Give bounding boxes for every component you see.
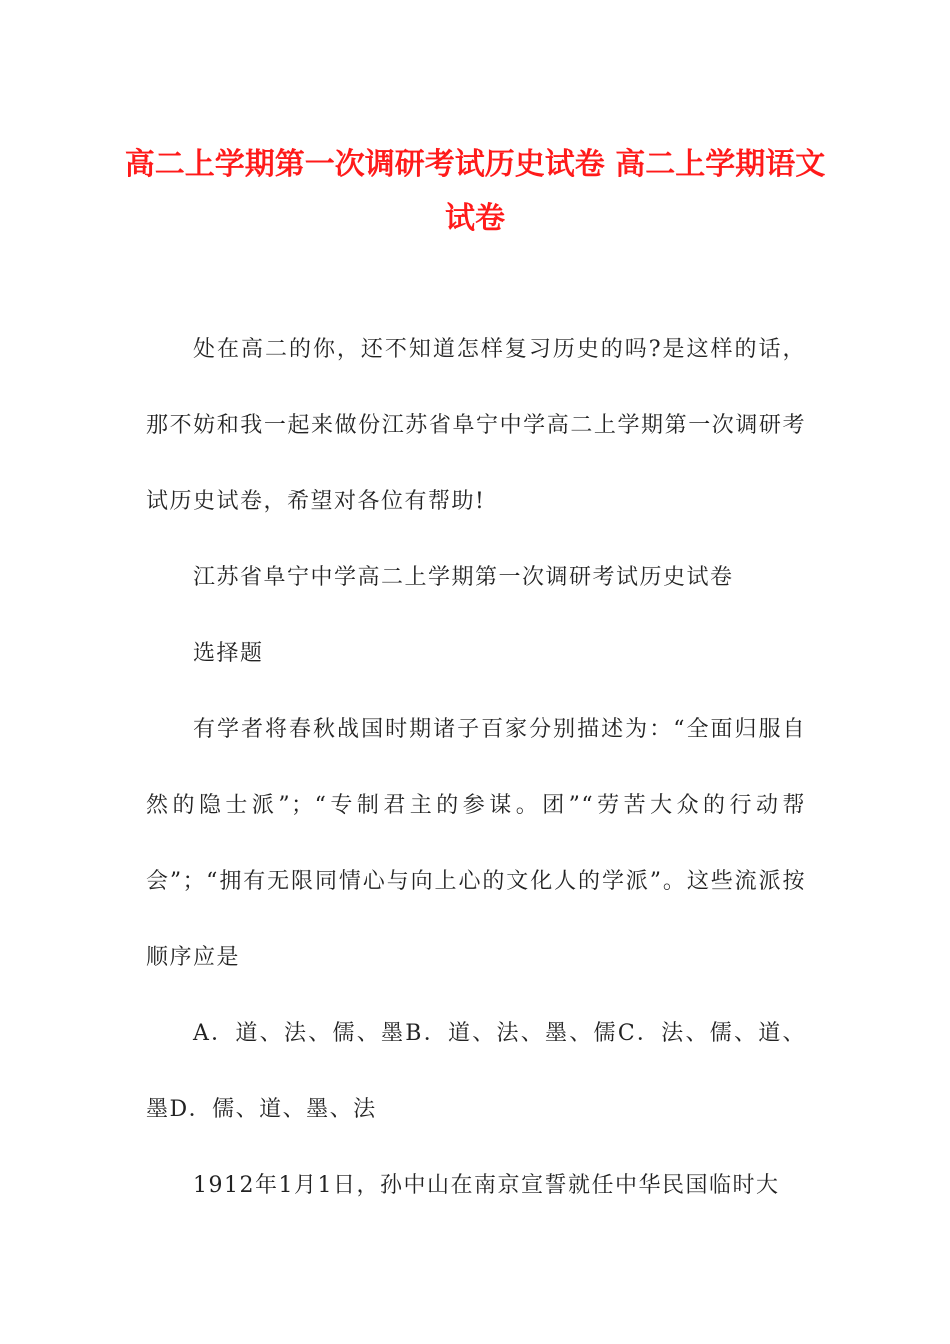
document-title: 高二上学期第一次调研考试历史试卷 高二上学期语文试卷 bbox=[124, 147, 826, 236]
intro-paragraph: 处在高二的你，还不知道怎样复习历史的吗?是这样的话，那不妨和我一起来做份江苏省阜宁中学高二上学期第一次调研考试历史试卷，希望对各位有帮助! bbox=[146, 337, 806, 514]
question-2-paragraph: 1912年1月1日，孙中山在南京宣誓就任中华民国临时大 bbox=[193, 1173, 780, 1198]
question-1-paragraph: 有学者将春秋战国时期诸子百家分别描述为：“全面归服自然的隐士派”；“专制君主的参谋。团”“劳苦大众的行动帮会”；“拥有无限同情心与向上心的文化人的学派”。这些流派按顺序应是 bbox=[146, 717, 806, 970]
question-1-options-paragraph: A．道、法、儒、墨B．道、法、墨、儒C．法、儒、道、墨D．儒、道、墨、法 bbox=[146, 1021, 806, 1122]
section-heading-paragraph: 选择题 bbox=[193, 641, 264, 666]
exam-name-paragraph: 江苏省阜宁中学高二上学期第一次调研考试历史试卷 bbox=[193, 565, 734, 590]
